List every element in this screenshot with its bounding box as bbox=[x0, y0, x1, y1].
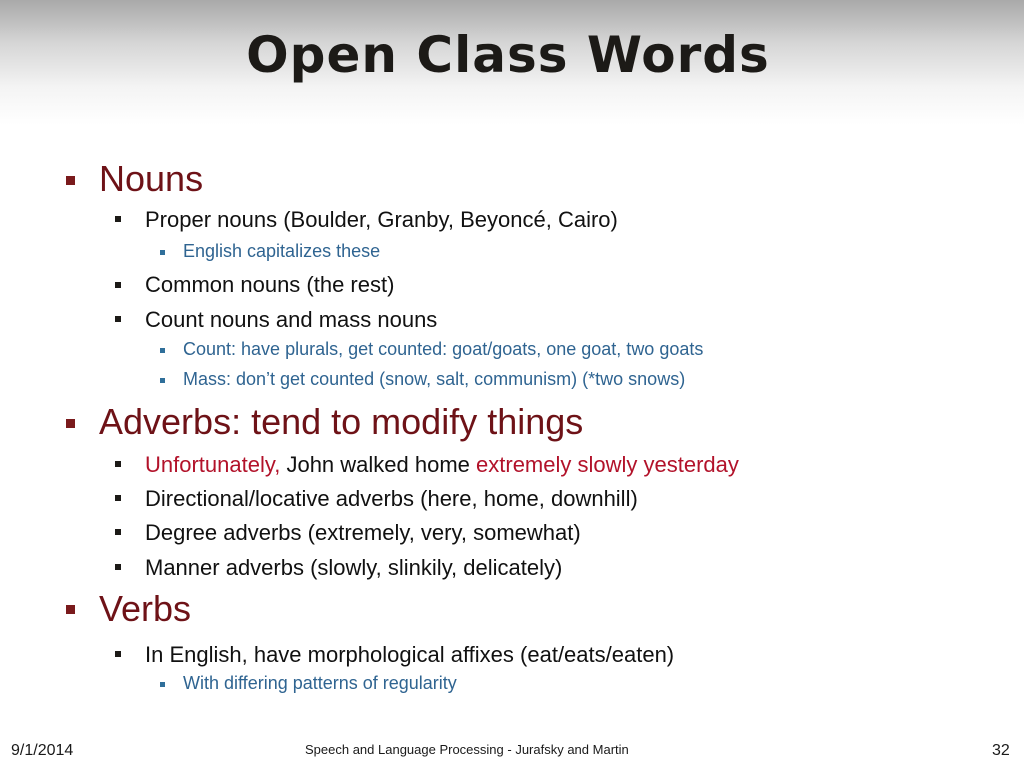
footer-title: Speech and Language Processing - Jurafsky and Martin bbox=[305, 742, 629, 757]
count-mass-item: Count nouns and mass nouns bbox=[145, 307, 438, 332]
mass-note: Mass: don’t get counted (snow, salt, communism) (*two snows) bbox=[183, 369, 686, 389]
bullet-square-icon bbox=[115, 316, 121, 322]
adverbs-heading: Adverbs: tend to modify things bbox=[99, 401, 584, 442]
bullet-square-icon bbox=[115, 529, 121, 535]
nouns-heading: Nouns bbox=[99, 158, 204, 199]
bullet-square-icon bbox=[115, 651, 121, 657]
common-nouns-item: Common nouns (the rest) bbox=[145, 272, 395, 297]
morph-affixes-item: In English, have morphological affixes (eat/eats/eaten) bbox=[145, 642, 675, 667]
bullet-square-icon bbox=[115, 495, 121, 501]
bullet-square-icon bbox=[66, 176, 75, 185]
bullet-square-icon bbox=[115, 461, 121, 467]
verbs-heading: Verbs bbox=[99, 588, 192, 629]
footer-date: 9/1/2014 bbox=[11, 742, 74, 759]
bullet-square-icon bbox=[115, 216, 121, 222]
manner-adverbs-item: Manner adverbs (slowly, slinkily, delicately) bbox=[145, 555, 563, 580]
directional-adverbs-item: Directional/locative adverbs (here, home, downhill) bbox=[145, 486, 638, 511]
degree-adverbs-item: Degree adverbs (extremely, very, somewhat) bbox=[145, 520, 581, 545]
page-number: 32 bbox=[992, 742, 1010, 759]
proper-nouns-item: Proper nouns (Boulder, Granby, Beyoncé, Cairo) bbox=[145, 207, 618, 232]
bullet-square-icon bbox=[66, 605, 75, 614]
bullet-square-icon bbox=[115, 564, 121, 570]
bullet-square-icon bbox=[66, 419, 75, 428]
regularity-note: With differing patterns of regularity bbox=[183, 673, 457, 693]
bullet-square-icon bbox=[160, 348, 165, 353]
bullet-square-icon bbox=[160, 250, 165, 255]
count-note: Count: have plurals, get counted: goat/goats, one goat, two goats bbox=[183, 339, 704, 359]
bullet-square-icon bbox=[115, 282, 121, 288]
adverb-example-item bbox=[145, 452, 739, 478]
slide-title: Open Class Words bbox=[246, 26, 770, 84]
adverb-example-highlight-1: Unfortunately, bbox=[145, 452, 281, 477]
proper-nouns-note: English capitalizes these bbox=[183, 241, 381, 261]
adverb-example-plain: John walked home bbox=[280, 452, 477, 477]
bullet-square-icon bbox=[160, 682, 165, 687]
bullet-square-icon bbox=[160, 378, 165, 383]
adverb-example-highlight-2: extremely slowly yesterday bbox=[476, 452, 739, 477]
